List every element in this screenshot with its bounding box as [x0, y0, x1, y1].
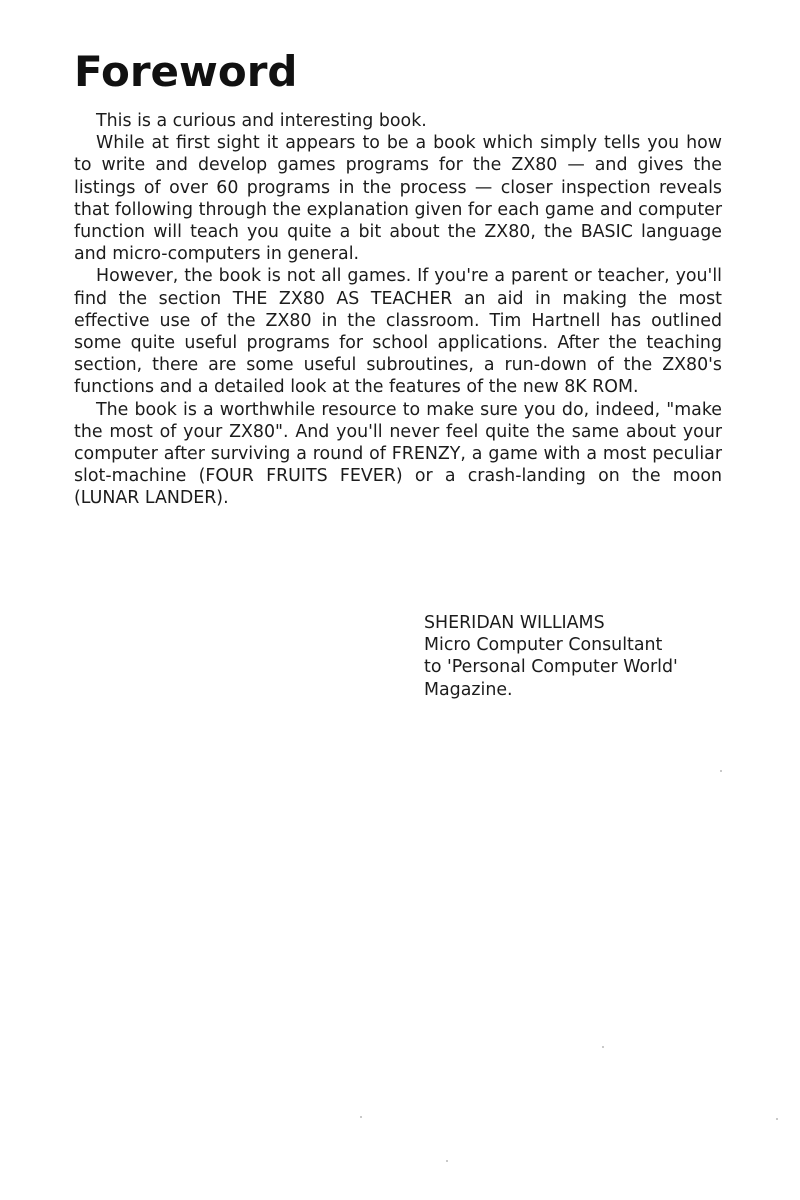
- signature-role: Micro Computer Consultant: [424, 635, 663, 656]
- paragraph-games: While at first sight it appears to be a book which simply tells you how to write and develop games programs for the ZX80 — and gives the listings of over 60 programs in the process — closer inspection reveals that following through the explanation given for each game and computer function will teach you quite a bit about the ZX80, the BASIC language and micro-computers in general.: [74, 133, 722, 265]
- scan-speck: [776, 1118, 778, 1120]
- foreword-body: [74, 110, 722, 510]
- signature-publication: Magazine.: [424, 679, 513, 700]
- scan-speck: [446, 1160, 448, 1162]
- signature-name: SHERIDAN WILLIAMS: [424, 613, 605, 633]
- paragraph-teacher: However, the book is not all games. If you're a parent or teacher, you'll find the section THE ZX80 AS TEACHER an aid in making the most effective use of the ZX80 in the classroom. Tim Hartnell has outlined some quite useful programs for school applications. After the teaching section, there are some useful subroutines, a run-down of the ZX80's functions and a detailed look at the features of the new 8K ROM.: [74, 266, 722, 398]
- signature-affiliation: to 'Personal Computer World': [424, 657, 678, 678]
- signature-block: [424, 612, 744, 701]
- scan-speck: [720, 770, 722, 772]
- paragraph-intro: This is a curious and interesting book.: [96, 111, 427, 131]
- page-title: Foreword: [74, 47, 298, 96]
- scan-speck: [602, 1046, 604, 1048]
- scan-speck: [360, 1116, 362, 1118]
- paragraph-resource: The book is a worthwhile resource to make sure you do, indeed, "make the most of your ZX80". And you'll never feel quite the same about your computer after surviving a round of FRENZY, a game with a most peculiar slot-machine (FOUR FRUITS FEVER) or a crash-landing on the moon (LUNAR LANDER).: [74, 399, 722, 509]
